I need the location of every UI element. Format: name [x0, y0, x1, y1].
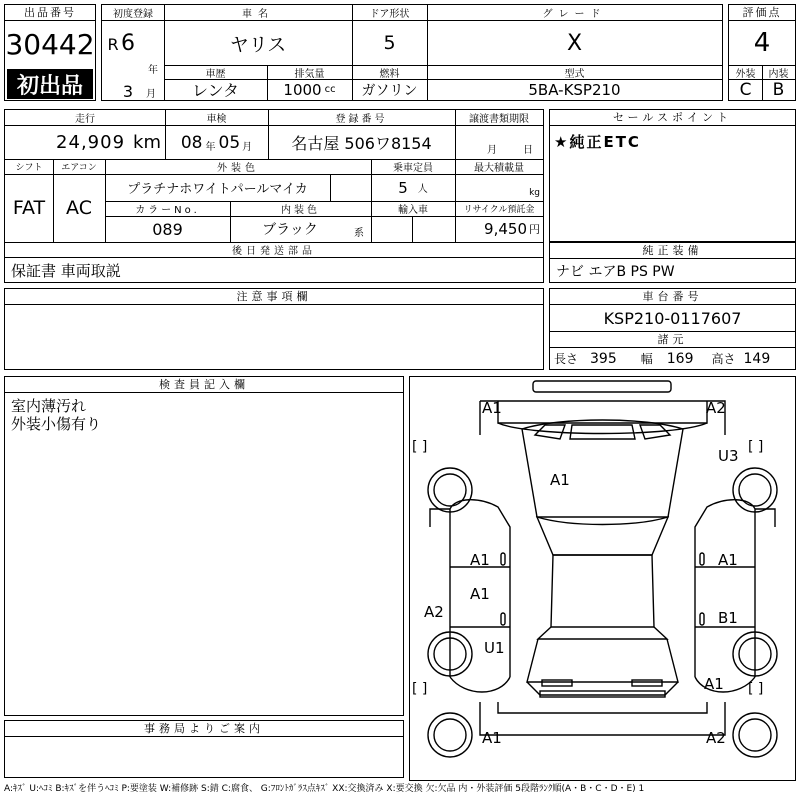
mark-wheel-front-right: U3	[718, 447, 739, 465]
bracket-left-top: [ ]	[412, 439, 428, 455]
car-name-label: 車名	[242, 9, 274, 20]
bracket-right-bottom: [ ]	[748, 681, 764, 697]
import-label: 輸入車	[398, 205, 428, 216]
fuel-label: 燃料	[379, 68, 400, 80]
bracket-left-bottom: [ ]	[412, 681, 428, 697]
mark-left-rear-fender: A2	[424, 603, 444, 621]
width-label: 幅	[640, 352, 653, 366]
capacity-value: 5	[398, 178, 408, 197]
max-load-unit: kg	[529, 188, 540, 198]
int-color-suffix: 系	[354, 227, 364, 239]
int-color: ブラック	[262, 222, 318, 238]
score-label: 評価点	[729, 5, 795, 21]
transfer-label: 譲渡書類期限	[469, 114, 529, 125]
capacity	[371, 174, 455, 201]
lot-number-label: 出品番号	[5, 5, 95, 21]
inspection-label: 車検	[206, 114, 227, 125]
specs-label: 諸元	[550, 332, 795, 348]
color-no: 089	[152, 219, 183, 239]
displacement-unit: cc	[324, 84, 336, 95]
inspection-date	[165, 126, 268, 159]
mark-front-left: A1	[482, 399, 502, 417]
displacement-label: 排気量	[294, 68, 325, 80]
history: レンタ	[192, 81, 239, 100]
interior-grade: B	[772, 79, 785, 100]
doors-label: ドア形状	[369, 9, 410, 20]
fuel: ガソリン	[361, 82, 418, 99]
plate-label: 登録番号	[335, 114, 388, 125]
grade-label: グレード	[542, 9, 607, 20]
displacement-value: 1000	[283, 80, 322, 99]
mark-left-rear-door: A1	[470, 585, 490, 603]
recycle	[455, 216, 543, 242]
recycle-unit: 円	[529, 223, 540, 236]
width: 169	[666, 350, 694, 367]
month-unit: 月	[146, 88, 156, 100]
damage-diagram	[409, 376, 796, 781]
shift-label: シフト	[15, 163, 43, 173]
later-parts-label: 後日発送部品	[232, 246, 316, 257]
exterior-label: 外装	[735, 68, 756, 80]
recycle-value: 9,450	[484, 220, 527, 238]
aircon: AC	[66, 197, 92, 219]
inspector-line-1: 室内薄汚れ	[11, 396, 87, 415]
later-parts: 保証書 車両取説	[11, 261, 121, 280]
mileage	[5, 126, 165, 159]
damage-legend: A:ｷｽﾞ U:ﾍｺﾐ B:ｷｽﾞを伴うﾍｺﾐ P:要塗装 W:補修跡 S:錆 C:腐食、 G:ﾌﾛﾝﾄｶﾞﾗｽ点ｷｽﾞ XX:交換済み X:要交換 欠:欠品 内・外装評価 5段階ﾗﾝｸ順(A・B・C・D・E) 1	[4, 784, 645, 794]
mark-front-right: A2	[706, 399, 726, 417]
mark-rear-right: A2	[706, 729, 726, 747]
inspection-month: 05	[218, 132, 241, 153]
chassis-label: 車台番号	[550, 289, 795, 305]
inspection-year: 08	[180, 132, 203, 153]
capacity-label: 乗車定員	[393, 163, 433, 174]
recycle-label: リサイクル預託金	[463, 205, 535, 215]
plate: 名古屋 506ワ8154	[291, 134, 432, 153]
lot-number-box	[4, 4, 96, 101]
details-box	[4, 109, 544, 283]
equipment-box	[549, 242, 796, 283]
shift: FAT	[12, 197, 46, 219]
bracket-right-top: [ ]	[748, 439, 764, 455]
interior-label: 内装	[768, 68, 789, 80]
transfer-month-unit: 月	[487, 144, 497, 156]
office-box	[4, 720, 404, 778]
int-color-label: 内装色	[281, 205, 320, 216]
mark-left-rear-wheel: U1	[484, 639, 505, 657]
inspector-box	[4, 376, 404, 716]
length: 395	[590, 350, 617, 367]
inspector-line-2: 外装小傷有り	[11, 414, 102, 433]
mark-right-front-door: A1	[718, 551, 738, 569]
inspector-label: 検査員記入欄	[5, 377, 403, 393]
capacity-unit: 人	[417, 184, 428, 195]
notes-box	[4, 288, 544, 370]
score: 4	[753, 28, 771, 58]
mark-right-rear-door: B1	[718, 609, 738, 627]
model-code: 5BA-KSP210	[528, 80, 621, 99]
mark-right-rear-lower: A1	[704, 675, 724, 693]
car-name: ヤリス	[229, 33, 287, 56]
height-label: 高さ	[711, 352, 736, 366]
mileage-label: 走行	[75, 114, 95, 125]
office-label: 事務局よりご案内	[5, 721, 403, 737]
year-unit: 年	[148, 64, 158, 76]
equipment-text: ナビ エアB PS PW	[556, 264, 675, 280]
vehicle-header-box	[101, 4, 723, 101]
height: 149	[743, 350, 771, 367]
equipment-label: 純正装備	[550, 243, 795, 259]
sales-point-box	[549, 109, 796, 242]
notes-label: 注意事項欄	[5, 289, 543, 305]
first-reg-label: 初度登録	[113, 9, 153, 20]
color-no-label: カラーNo.	[135, 205, 200, 216]
history-label: 車歴	[205, 68, 226, 80]
exterior-grade: C	[739, 79, 752, 100]
transfer-day-unit: 日	[523, 144, 533, 156]
sales-point-text: ★純正ETC	[554, 132, 641, 151]
displacement	[267, 79, 352, 100]
doors: 5	[383, 32, 396, 54]
chassis-number: KSP210-0117607	[603, 308, 742, 328]
first-listing-badge: 初出品	[7, 69, 93, 99]
grade: X	[566, 30, 583, 56]
inspection-year-unit: 年	[205, 142, 216, 153]
max-load-label: 最大積載量	[474, 163, 524, 174]
mark-left-front-door: A1	[470, 551, 490, 569]
reg-year: 6	[121, 30, 135, 56]
car-outline	[410, 377, 795, 780]
ext-color: プラチナホワイトパールマイカ	[127, 182, 308, 197]
inspection-month-unit: 月	[242, 142, 253, 153]
lot-number: 30442	[5, 27, 95, 61]
model-code-label: 型式	[564, 68, 585, 80]
sales-point-label: セールスポイント	[550, 110, 795, 126]
aircon-label: エアコン	[61, 163, 97, 173]
dimensions	[554, 348, 770, 369]
mark-hood: A1	[550, 471, 570, 489]
mileage-value: 24,909	[56, 132, 126, 153]
ext-color-label: 外装色	[217, 163, 259, 174]
reg-month: 3	[122, 81, 134, 101]
mileage-unit: km	[133, 132, 161, 153]
mark-rear-left: A1	[482, 729, 502, 747]
length-label: 長さ	[554, 352, 579, 366]
era-prefix: R	[107, 34, 119, 54]
chassis-box	[549, 288, 796, 370]
score-box	[728, 4, 796, 101]
